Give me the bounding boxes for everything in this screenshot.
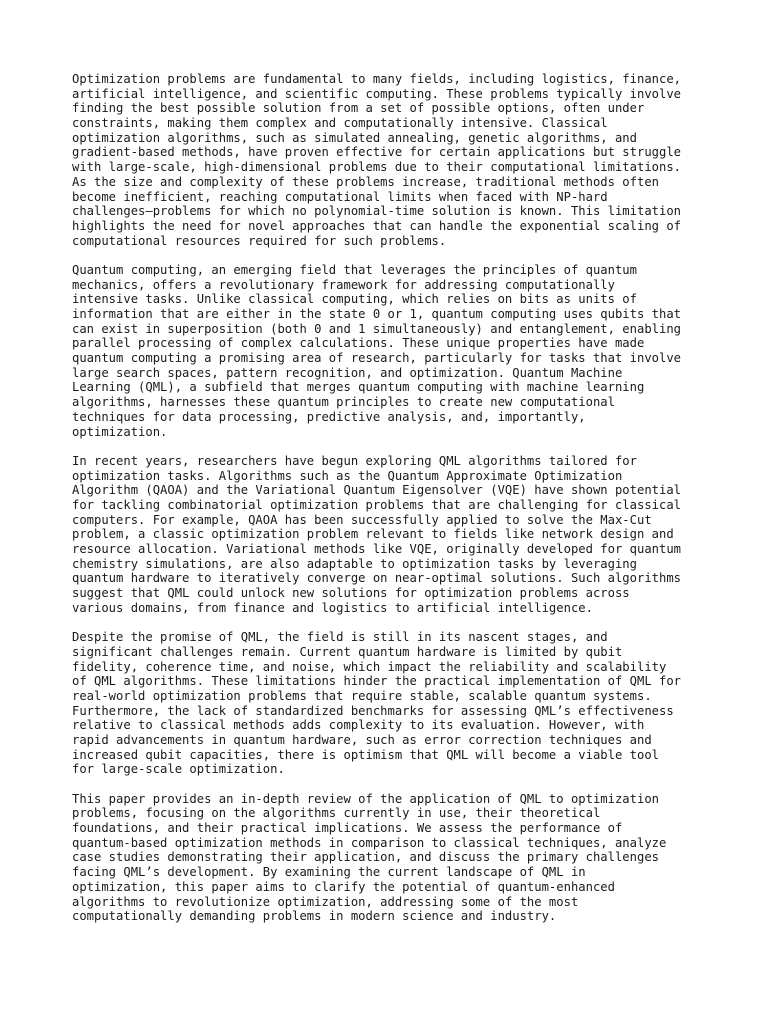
text-line: problems, focusing on the algorithms currently in use, their theoretical (72, 806, 601, 821)
paragraph-recent-years (72, 454, 712, 616)
paragraph-quantum-computing (72, 263, 712, 439)
text-line: for large-scale optimization. (72, 762, 285, 777)
text-line: problem, a classic optimization problem relevant to fields like network design and (72, 527, 674, 542)
text-line: mechanics, offers a revolutionary framework for addressing computationally (72, 277, 615, 292)
document-page (72, 72, 712, 939)
text-line: algorithms to revolutionize optimization, addressing some of the most (72, 894, 579, 909)
text-line: suggest that QML could unlock new solutions for optimization problems across (72, 586, 630, 601)
text-line: Learning (QML), a subfield that merges quantum computing with machine learning (72, 380, 645, 395)
text-line: computational resources required for such problems. (72, 233, 447, 248)
text-line: challenges—problems for which no polynomial-time solution is known. This limitation (72, 204, 682, 219)
text-line: highlights the need for novel approaches that can handle the exponential scaling of (72, 218, 682, 233)
text-line: constraints, making them complex and computationally intensive. Classical (72, 116, 608, 131)
text-line: increased qubit capacities, there is optimism that QML will become a viable tool (72, 747, 659, 762)
text-line: fidelity, coherence time, and noise, which impact the reliability and scalability (72, 659, 667, 674)
text-line: real-world optimization problems that require stable, scalable quantum systems. (72, 688, 652, 703)
text-line: rapid advancements in quantum hardware, such as error correction techniques and (72, 732, 652, 747)
text-line: large search spaces, pattern recognition, and optimization. Quantum Machine (72, 365, 623, 380)
text-line: Despite the promise of QML, the field is still in its nascent stages, and (72, 630, 608, 645)
text-line: gradient-based methods, have proven effective for certain applications but struggle (72, 145, 682, 160)
text-line: Quantum computing, an emerging field that leverages the principles of quantum (72, 262, 637, 277)
text-line: In recent years, researchers have begun exploring QML algorithms tailored for (72, 453, 637, 468)
text-line: optimization. (72, 424, 168, 439)
text-line: Furthermore, the lack of standardized benchmarks for assessing QML’s effectiveness (72, 703, 674, 718)
paragraph-optimization-problems (72, 72, 712, 248)
text-line: This paper provides an in-depth review of the application of QML to optimization (72, 791, 659, 806)
text-line: optimization algorithms, such as simulated annealing, genetic algorithms, and (72, 130, 637, 145)
text-line: become inefficient, reaching computational limits when faced with NP-hard (72, 189, 608, 204)
paragraph-paper-overview (72, 792, 712, 924)
text-line: for tackling combinatorial optimization problems that are challenging for classical (72, 497, 682, 512)
text-line: foundations, and their practical implications. We assess the performance of (72, 821, 623, 836)
text-line: facing QML’s development. By examining the current landscape of QML in (72, 865, 586, 880)
text-line: relative to classical methods adds complexity to its evaluation. However, with (72, 718, 645, 733)
text-line: resource allocation. Variational methods like VQE, originally developed for quantum (72, 542, 682, 556)
text-line: Optimization problems are fundamental to many fields, including logistics, finance, (72, 72, 682, 86)
text-line: case studies demonstrating their application, and discuss the primary challenges (72, 850, 659, 865)
text-line: with large-scale, high-dimensional problems due to their computational limitations. (72, 160, 682, 175)
text-line: of QML algorithms. These limitations hinder the practical implementation of QML for (72, 674, 682, 689)
text-line: optimization, this paper aims to clarify the potential of quantum-enhanced (72, 879, 615, 894)
text-line: chemistry simulations, are also adaptable to optimization tasks by leveraging (72, 556, 637, 571)
text-line: parallel processing of complex calculations. These unique properties have made (72, 336, 645, 351)
text-line: Algorithm (QAOA) and the Variational Quantum Eigensolver (VQE) have shown potential (72, 483, 682, 498)
text-line: algorithms, harnesses these quantum principles to create new computational (72, 395, 615, 410)
text-line: various domains, from finance and logistics to artificial intelligence. (72, 600, 593, 615)
text-line: techniques for data processing, predictive analysis, and, importantly, (72, 409, 586, 424)
text-line: intensive tasks. Unlike classical computing, which relies on bits as units of (72, 292, 637, 307)
text-line: can exist in superposition (both 0 and 1 simultaneously) and entanglement, enabling (72, 321, 682, 336)
text-line: optimization tasks. Algorithms such as the Quantum Approximate Optimization (72, 468, 623, 483)
text-line: quantum computing a promising area of research, particularly for tasks that involve (72, 351, 682, 366)
text-line: As the size and complexity of these problems increase, traditional methods often (72, 174, 659, 189)
paragraph-challenges (72, 630, 712, 777)
text-line: computers. For example, QAOA has been successfully applied to solve the Max-Cut (72, 512, 652, 527)
text-line: quantum-based optimization methods in comparison to classical techniques, analyze (72, 835, 667, 850)
text-line: significant challenges remain. Current quantum hardware is limited by qubit (72, 644, 623, 659)
text-line: finding the best possible solution from a set of possible options, often under (72, 101, 645, 116)
text-line: quantum hardware to iteratively converge on near-optimal solutions. Such algorithms (72, 571, 682, 586)
text-line: information that are either in the state 0 or 1, quantum computing uses qubits that (72, 307, 682, 321)
text-line: artificial intelligence, and scientific computing. These problems typically involve (72, 86, 682, 101)
text-line: computationally demanding problems in modern science and industry. (72, 909, 557, 924)
